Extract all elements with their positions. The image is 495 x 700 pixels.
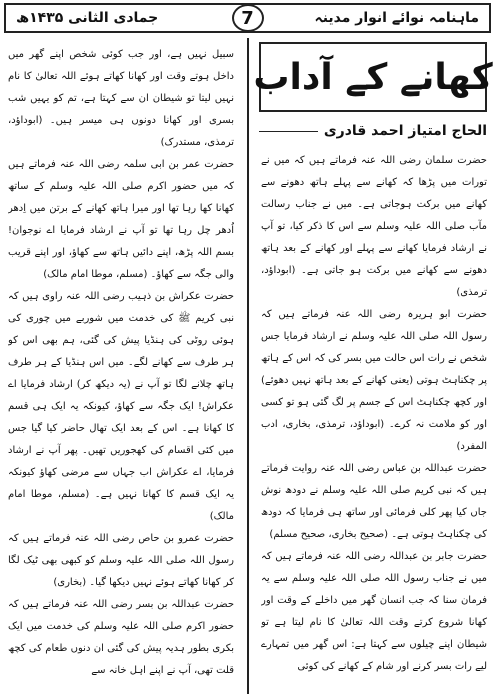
paragraph: حضرت سلمان رضی اللہ عنہ فرماتے ہیں کہ میں نے تورات میں پڑھا کہ کھانے سے پہلے ہاتھ دھونے سے کھانے میں برکت ہوجاتی ہے۔ میں نے جناب رسالت مآب صلی اللہ علیہ وسلم سے اس کا ذکر کیا، تو آپ نے ارشاد فرمایا کھانے سے پہلے اور کھانے کے بعد ہاتھ دھونے سے کھانے میں برکت ہو جاتی ہے۔ (ابوداؤد، ترمذی) [261,155,487,298]
paragraph: حضرت ابو ہریرہ رضی اللہ عنہ فرماتے ہیں کہ رسول اللہ صلی اللہ علیہ وسلم نے ارشاد فرمایا جس شخص نے رات اس حالت میں بسر کی کہ اس کے ہاتھ پر چکناہٹ ہوتی (یعنی کھانے کے بعد ہاتھ نہیں دھوئے) اور کچھ چکناہٹ اس کے جسم پر لگ گئی ہو تو کسی اور کو ملامت نہ کرے۔ (ابوداؤد، ترمذی، بخاری، ادب المفرد) [261,309,487,452]
author-byline [259,118,487,144]
author-name: الحاج امتیاز احمد قادری [318,123,487,139]
page-number: 7 [232,4,264,32]
paragraph: حضرت عبداللہ بن بسر رضی اللہ عنہ فرماتے ہیں کہ حضور اکرم صلی اللہ علیہ وسلم کی خدمت میں ایک بکری بطور ہدیہ پیش کی گئی ان دنوں طعام کی کچھ قلت تھی، آپ نے اپنے اہل خانہ سے [8,599,234,676]
paragraph: حضرت عمرو بن حاص رضی اللہ عنہ فرماتے ہیں کہ رسول اللہ صلی اللہ علیہ وسلم کو کبھی بھی ٹیک لگا کر کھانا کھاتے ہوئے نہیں دیکھا گیا۔ (بخاری) [8,533,234,588]
paragraph: حضرت عکراش بن ذہیب رضی اللہ عنہ راوی ہیں کہ نبی کریم ﷺ کی خدمت میں شوربے میں چوری کی ہوئی روٹی کی ہنڈیا پیش کی گئی، ہم بھی اس کو ہر طرف سے کھانے لگے۔ میں اس ہنڈیا کے ہر طرف ہاتھ چلانے لگا تو آپ نے (یہ دیکھ کر) ارشاد فرمایا اے عکراش! ایک جگہ سے کھاؤ، کیونکہ یہ ایک ہی قسم کا کھانا ہے۔ اس کے بعد ایک تھال حاضر کیا گیا جس میں کئی اقسام کی کھجوریں تھیں۔ پھر آپ نے ارشاد فرمایا، اے عکراش اب جہاں سے مرضی کھاؤ کیونکہ یہ ایک قسم کا کھانا نہیں ہے۔ (مسلم، موطا امام مالک) [8,291,234,522]
paragraph: حضرت عبداللہ بن عباس رضی اللہ عنہ روایت فرماتے ہیں کہ نبی کریم صلی اللہ علیہ وسلم نے دودھ نوش جاں کیا پھر کلی فرمائی اور ساتھ ہی فرمایا کہ دودھ کی چکناہٹ ہوتی ہے۔ (صحیح بخاری، صحیح مسلم) [261,463,487,540]
paragraph: حضرت عمر بن ابی سلمہ رضی اللہ عنہ فرماتے ہیں کہ میں حضور اکرم صلی اللہ علیہ وسلم کے ساتھ کھانا کھا رہا تھا اور میرا ہاتھ کھانے کے برتن میں اِدھر اُدھر چل رہا تھا تو آپ نے ارشاد فرمایا اے نوجوان! بسم اللہ پڑھ، اپنے دائیں ہاتھ سے کھاؤ، اور اپنے قریب والی جگہ سے کھاؤ۔ (مسلم، موطا امام مالک) [8,159,234,280]
column-divider [247,38,249,694]
article-title-box [253,42,493,112]
article-title: کھانے کے آداب [253,56,493,98]
issue-date: جمادی الثانی ۱۴۳۵ھ [16,10,159,26]
page-header [4,3,491,33]
right-column [261,150,487,694]
left-column [8,44,234,694]
magazine-name: ماہنامہ نوائے انوار مدینہ [314,10,479,26]
paragraph: سبیل نہیں ہے، اور جب کوئی شخص اپنے گھر میں داخل ہوتے وقت اور کھانا کھاتے ہوئے اللہ تعالیٰ کا نام نہیں لیتا تو شیطان ان سے کہتا ہے، تم کو یہیں شب بسری اور کھانا دونوں ہی میسر ہیں۔ (ابوداؤد، ترمذی، مستدرک) [8,49,234,148]
paragraph: حضرت جابر بن عبداللہ رضی اللہ عنہ فرماتے ہیں کہ میں نے جناب رسول اللہ صلی اللہ علیہ وسلم سے یہ فرمان سنا کہ جب انسان گھر میں داخلے کے وقت اور کھانا شروع کرتے وقت اللہ تعالیٰ کا نام لیتا ہے تو شیطان اپنے چیلوں سے کہتا ہے: اس گھر میں تمہارے لیے رات بسر کرنے اور شام کے کھانے کی کوئی [261,551,487,672]
